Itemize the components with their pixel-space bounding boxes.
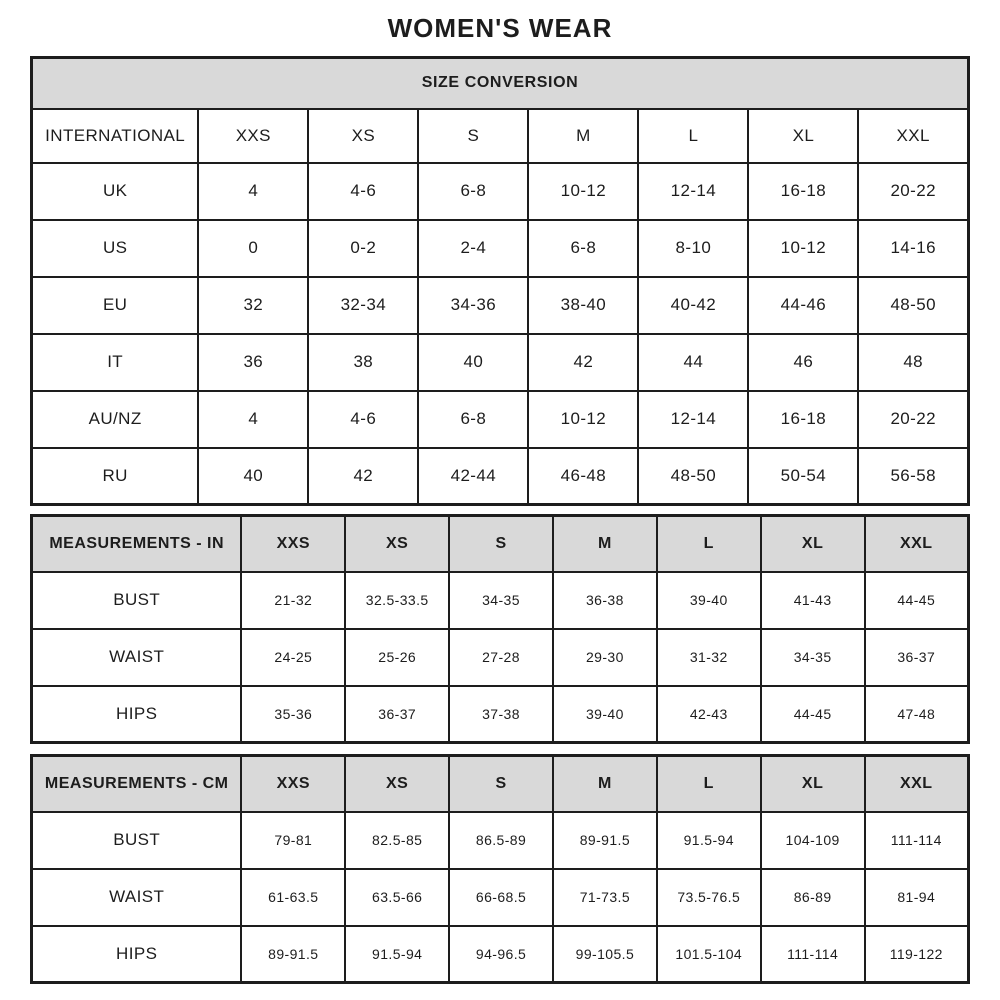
row-label: US (32, 220, 199, 277)
size-header-xxs: XXS (241, 756, 345, 812)
data-cell: 34-35 (449, 572, 553, 629)
size-header-s: S (418, 109, 528, 163)
row-label: HIPS (32, 686, 242, 743)
data-cell: 12-14 (638, 391, 748, 448)
data-cell: 48-50 (858, 277, 968, 334)
data-cell: 10-12 (528, 163, 638, 220)
data-cell: 46 (748, 334, 858, 391)
data-cell: 42-44 (418, 448, 528, 505)
size-header-s: S (449, 516, 553, 572)
data-cell: 89-91.5 (553, 812, 657, 869)
data-cell: 40-42 (638, 277, 748, 334)
data-cell: 81-94 (865, 869, 969, 926)
data-cell: 86-89 (761, 869, 865, 926)
data-cell: 36-37 (865, 629, 969, 686)
size-header-l: L (657, 516, 761, 572)
data-cell: 50-54 (748, 448, 858, 505)
row-label: BUST (32, 572, 242, 629)
data-cell: 91.5-94 (345, 926, 449, 983)
data-cell: 4 (198, 163, 308, 220)
row-label: EU (32, 277, 199, 334)
data-cell: 4-6 (308, 163, 418, 220)
data-cell: 32 (198, 277, 308, 334)
table-row (32, 686, 969, 743)
data-cell: 40 (198, 448, 308, 505)
size-header-xxs: XXS (241, 516, 345, 572)
measurements-cm-table (30, 754, 970, 984)
data-cell: 99-105.5 (553, 926, 657, 983)
size-header-xs: XS (308, 109, 418, 163)
data-cell: 91.5-94 (657, 812, 761, 869)
size-conversion-corner-header: INTERNATIONAL (32, 109, 199, 163)
data-cell: 94-96.5 (449, 926, 553, 983)
data-cell: 119-122 (865, 926, 969, 983)
table-gap (0, 506, 1000, 514)
data-cell: 16-18 (748, 391, 858, 448)
data-cell: 34-36 (418, 277, 528, 334)
data-cell: 42 (528, 334, 638, 391)
table-row (32, 277, 969, 334)
data-cell: 39-40 (553, 686, 657, 743)
data-cell: 24-25 (241, 629, 345, 686)
data-cell: 36 (198, 334, 308, 391)
data-cell: 4 (198, 391, 308, 448)
size-header-l: L (657, 756, 761, 812)
data-cell: 27-28 (449, 629, 553, 686)
table-row (32, 812, 969, 869)
table-row (32, 629, 969, 686)
data-cell: 48-50 (638, 448, 748, 505)
data-cell: 86.5-89 (449, 812, 553, 869)
data-cell: 44-46 (748, 277, 858, 334)
data-cell: 71-73.5 (553, 869, 657, 926)
data-cell: 6-8 (418, 163, 528, 220)
row-label: UK (32, 163, 199, 220)
row-label: HIPS (32, 926, 242, 983)
data-cell: 44-45 (865, 572, 969, 629)
data-cell: 32-34 (308, 277, 418, 334)
data-cell: 37-38 (449, 686, 553, 743)
data-cell: 12-14 (638, 163, 748, 220)
table-row (32, 926, 969, 983)
data-cell: 6-8 (418, 391, 528, 448)
data-cell: 89-91.5 (241, 926, 345, 983)
data-cell: 111-114 (761, 926, 865, 983)
size-header-xxl: XXL (858, 109, 968, 163)
table-row (32, 448, 969, 505)
size-conversion-title: SIZE CONVERSION (32, 58, 969, 109)
data-cell: 32.5-33.5 (345, 572, 449, 629)
data-cell: 10-12 (528, 391, 638, 448)
data-cell: 104-109 (761, 812, 865, 869)
size-conversion-table (30, 56, 970, 506)
data-cell: 111-114 (865, 812, 969, 869)
row-label: WAIST (32, 629, 242, 686)
page-title: WOMEN'S WEAR (387, 13, 613, 43)
data-cell: 44 (638, 334, 748, 391)
table-row (32, 334, 969, 391)
data-cell: 48 (858, 334, 968, 391)
size-header-l: L (638, 109, 748, 163)
data-cell: 2-4 (418, 220, 528, 277)
data-cell: 21-32 (241, 572, 345, 629)
data-cell: 79-81 (241, 812, 345, 869)
data-cell: 16-18 (748, 163, 858, 220)
size-header-xxs: XXS (198, 109, 308, 163)
data-cell: 44-45 (761, 686, 865, 743)
measurements-in-table (30, 514, 970, 744)
data-cell: 10-12 (748, 220, 858, 277)
size-header-m: M (528, 109, 638, 163)
data-cell: 82.5-85 (345, 812, 449, 869)
data-cell: 42 (308, 448, 418, 505)
data-cell: 61-63.5 (241, 869, 345, 926)
table-row (32, 163, 969, 220)
data-cell: 6-8 (528, 220, 638, 277)
data-cell: 66-68.5 (449, 869, 553, 926)
size-header-xs: XS (345, 756, 449, 812)
size-header-s: S (449, 756, 553, 812)
data-cell: 36-38 (553, 572, 657, 629)
data-cell: 31-32 (657, 629, 761, 686)
data-cell: 20-22 (858, 163, 968, 220)
table-row (32, 869, 969, 926)
data-cell: 8-10 (638, 220, 748, 277)
data-cell: 0 (198, 220, 308, 277)
row-label: RU (32, 448, 199, 505)
size-header-m: M (553, 516, 657, 572)
data-cell: 35-36 (241, 686, 345, 743)
data-cell: 73.5-76.5 (657, 869, 761, 926)
measurements-cm-corner-header: MEASUREMENTS - CM (32, 756, 242, 812)
size-header-xs: XS (345, 516, 449, 572)
measurements-in-corner-header: MEASUREMENTS - IN (32, 516, 242, 572)
data-cell: 38 (308, 334, 418, 391)
data-cell: 29-30 (553, 629, 657, 686)
table-row (32, 391, 969, 448)
data-cell: 14-16 (858, 220, 968, 277)
data-cell: 40 (418, 334, 528, 391)
data-cell: 25-26 (345, 629, 449, 686)
data-cell: 41-43 (761, 572, 865, 629)
data-cell: 56-58 (858, 448, 968, 505)
data-cell: 38-40 (528, 277, 638, 334)
size-header-xl: XL (761, 756, 865, 812)
table-row (32, 572, 969, 629)
data-cell: 20-22 (858, 391, 968, 448)
row-label: IT (32, 334, 199, 391)
size-header-xxl: XXL (865, 516, 969, 572)
size-header-xl: XL (761, 516, 865, 572)
data-cell: 39-40 (657, 572, 761, 629)
data-cell: 4-6 (308, 391, 418, 448)
row-label: AU/NZ (32, 391, 199, 448)
data-cell: 47-48 (865, 686, 969, 743)
size-header-xxl: XXL (865, 756, 969, 812)
size-header-xl: XL (748, 109, 858, 163)
data-cell: 36-37 (345, 686, 449, 743)
data-cell: 63.5-66 (345, 869, 449, 926)
data-cell: 34-35 (761, 629, 865, 686)
data-cell: 46-48 (528, 448, 638, 505)
data-cell: 0-2 (308, 220, 418, 277)
table-row (32, 220, 969, 277)
row-label: WAIST (32, 869, 242, 926)
data-cell: 101.5-104 (657, 926, 761, 983)
row-label: BUST (32, 812, 242, 869)
data-cell: 42-43 (657, 686, 761, 743)
size-header-m: M (553, 756, 657, 812)
table-gap (0, 744, 1000, 754)
